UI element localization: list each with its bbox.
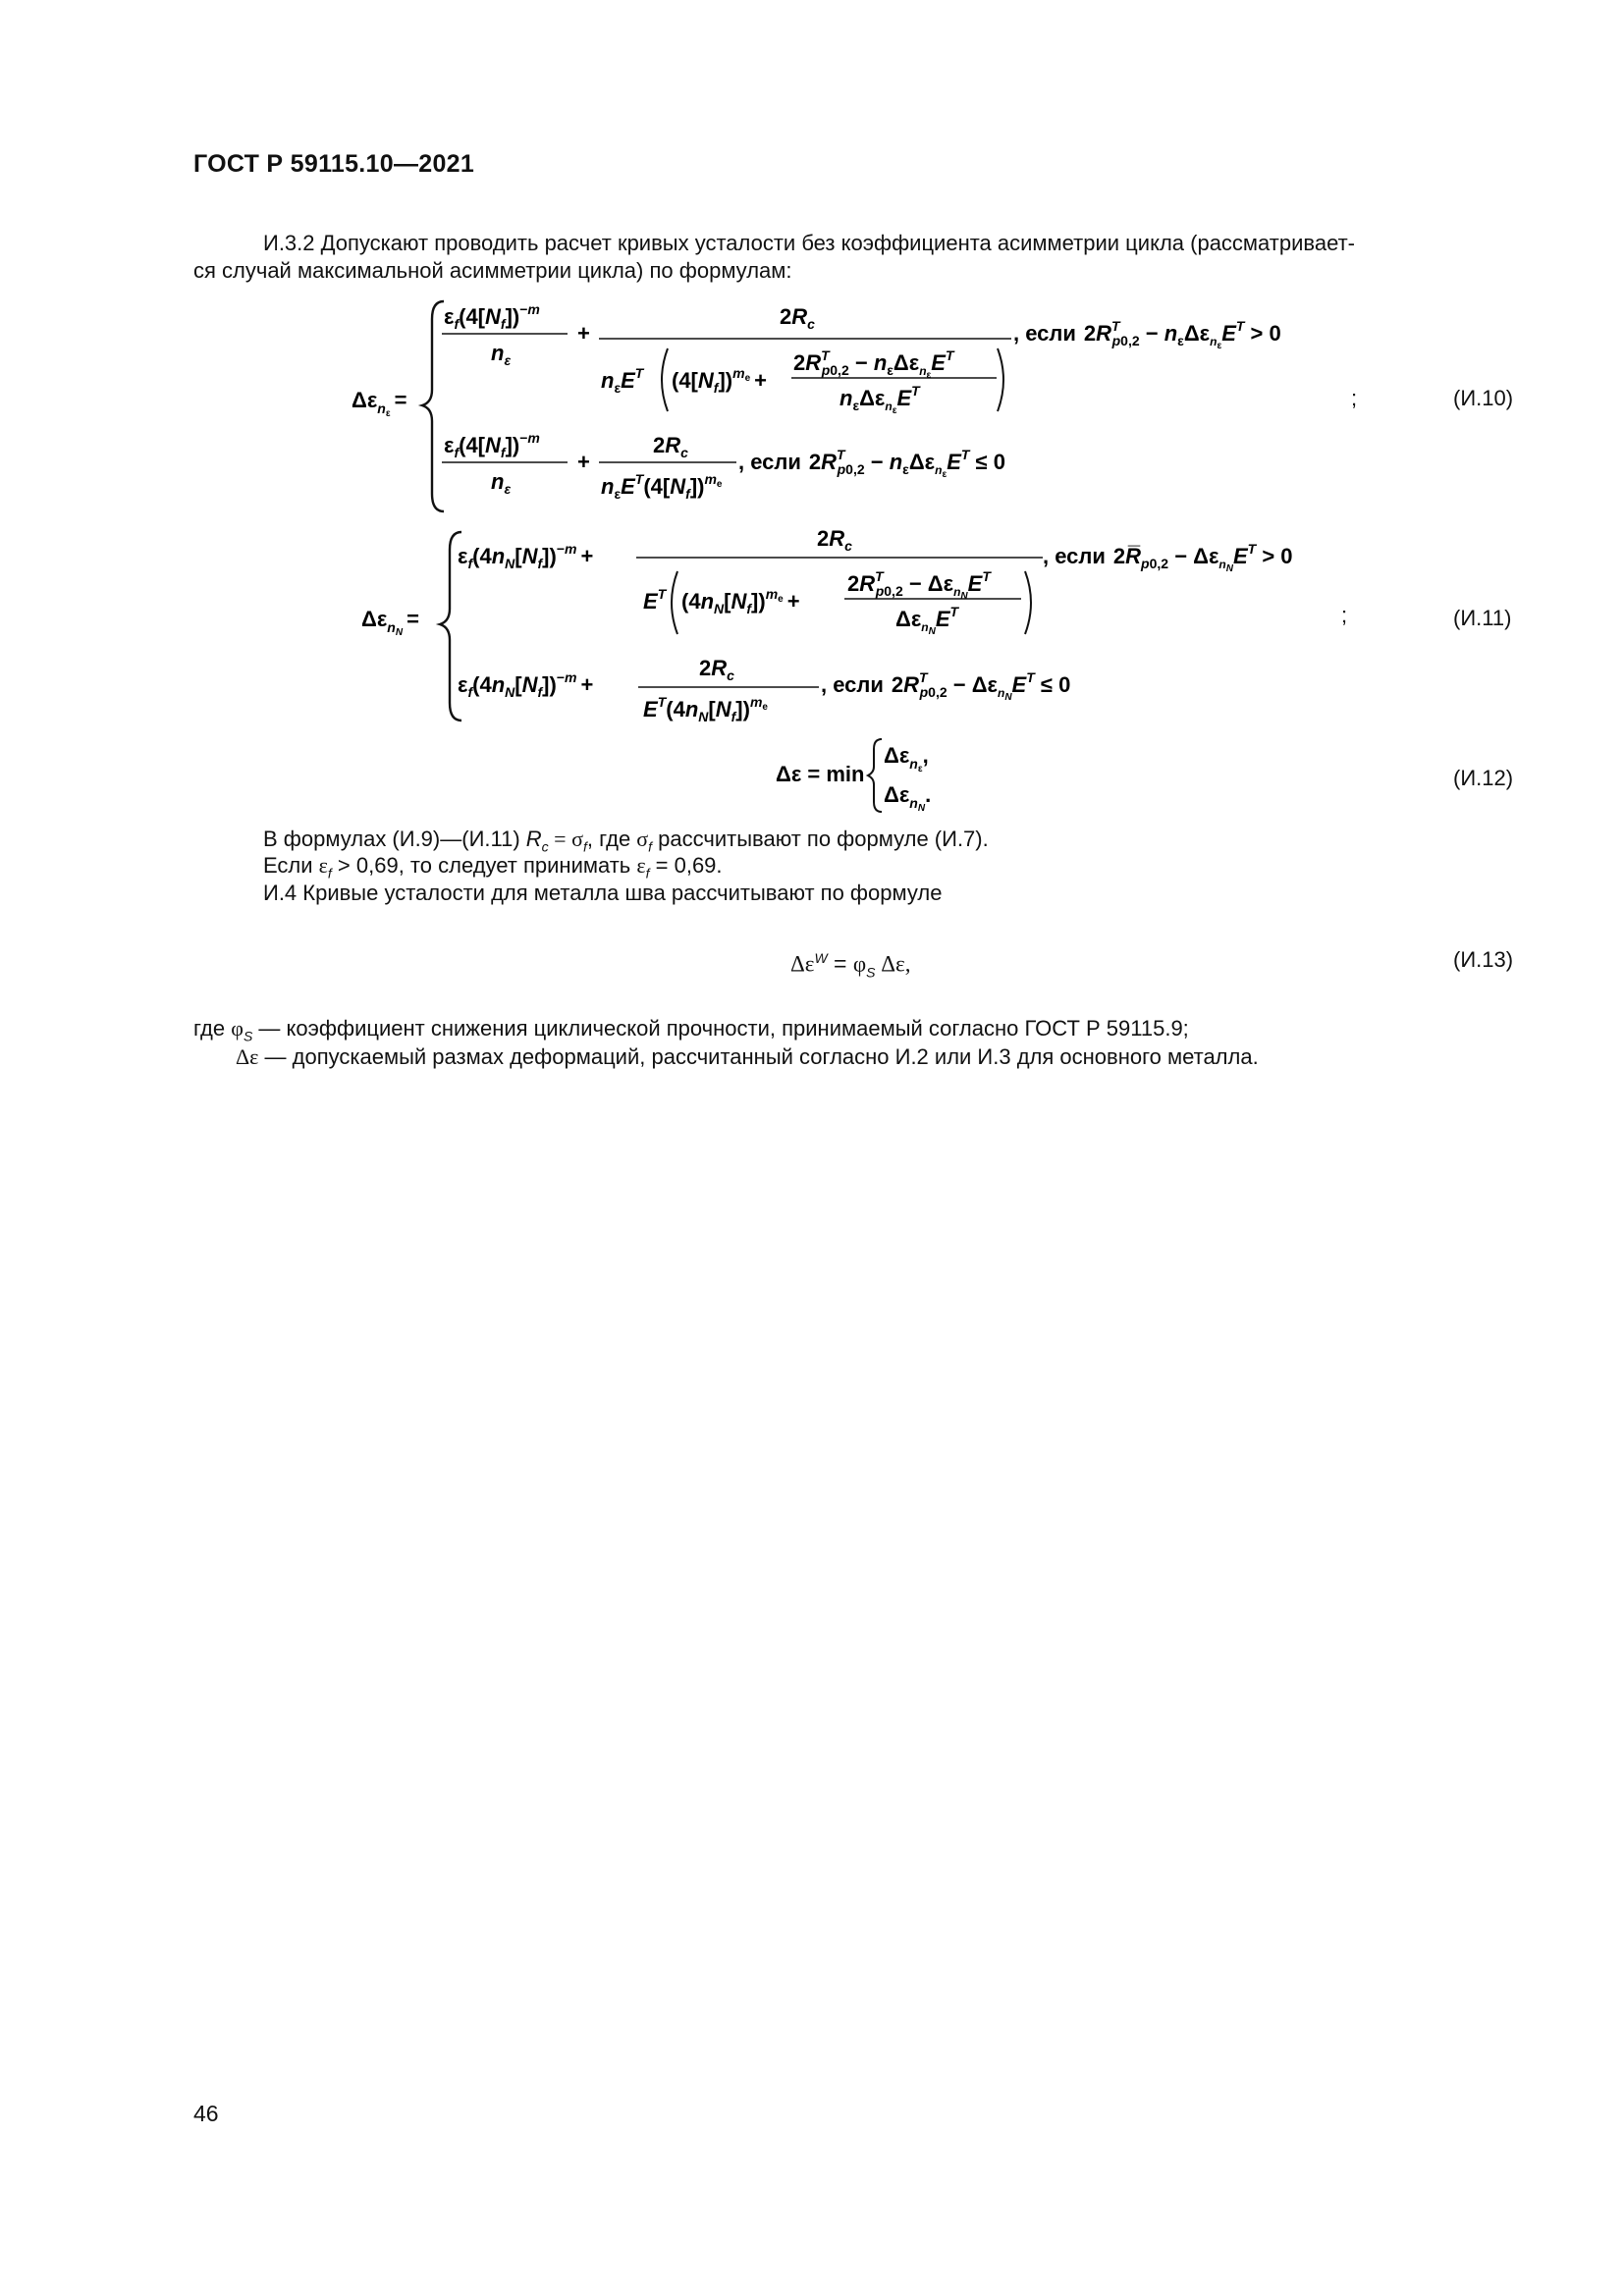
i10-cond1-label: , если xyxy=(1013,321,1076,346)
svg-text:(4[Nf])me+: $(4[N_f])^me$ + xyxy=(672,365,767,396)
i12-min-label: min xyxy=(826,762,865,786)
svg-text:nεET(4[Nf])me: $n_\varepsilon E^T(4[N_f])^me$ xyxy=(601,471,723,502)
equation-number-i10: (И.10) xyxy=(1453,386,1514,410)
svg-text:nε: $n_\varepsilon$ xyxy=(491,469,512,497)
svg-text:εf(4nN[Nf])−m+: $\varepsilon_f(4n_N[N_f])^-m$ + xyxy=(458,541,594,571)
svg-text:ΔεnN.: $\Delta\varepsilon_nN$. xyxy=(884,782,932,814)
definition-delta-epsilon: Δε — допускаемый размах деформаций, рассчитанный согласно И.2 или И.3 для основного металла. xyxy=(236,1044,1259,1069)
weld-metal-paragraph: И.4 Кривые усталости для металла шва рассчитывают по формуле xyxy=(263,881,943,905)
svg-text:nε: $n_\varepsilon$ xyxy=(491,341,512,368)
definition-phi: где $\varphi_S$ — коэффициент снижения циклической прочности, принимаемый согласно ГОСТ Р 59115.9; xyxy=(193,1016,1189,1044)
svg-text:2RTp0,2 − nεΔεnεET: $2R^T$ $p0,2 - n_\varepsilon\Delta\varepsilon_n\varepsilon E^T$ xyxy=(793,347,954,381)
svg-text:2RTp0,2 − ΔεnNET: $2R^T$ $p0,2 - \Delta\varepsilon_nNE^T$ xyxy=(847,568,991,602)
svg-text:2Rc: $2R_c$ xyxy=(817,526,852,554)
formula-i12 xyxy=(0,731,1624,820)
svg-text:Δεnε=: $\Delta\varepsilon_n\varepsilon=$ xyxy=(352,388,407,419)
svg-text:, если2RTp0,2 − ΔεnNET ≤ 0: , если $2R^T$ $p0,2 - \Delta\varepsilon_nNE^T \le 0$ xyxy=(821,669,1071,703)
svg-text:, если2RTp0,2 − nεΔεnεET > 0: , если $2R^T$ $p0,2 - n_\varepsilon\Delta\varepsilon_n\varepsilon E^T > 0$ xyxy=(1013,318,1281,351)
svg-text:εf(4[Nf])−m: $\varepsilon_f(4[N_f])^-m$ xyxy=(444,301,540,332)
i11-cond2-label: , если xyxy=(821,672,884,697)
i10-cond2-label: , если xyxy=(738,450,801,474)
svg-text:Δεnε,: $\Delta\varepsilon_n\varepsilon$, xyxy=(884,743,929,774)
document-header: ГОСТ Р 59115.10—2021 xyxy=(193,150,475,178)
svg-text:, если2R̅p0,2 − ΔεnNET > 0: , если $2R̅_p0,2 - \Delta\varepsilon_nNE^T > 0$ xyxy=(1043,541,1293,574)
svg-text:nεΔεnεET: $n_\varepsilon\Delta\varepsilon_n\varepsilon E^T$ xyxy=(839,383,920,416)
equation-number-i11: (И.11) xyxy=(1453,606,1512,630)
formula-reference-note: В формулах (И.9)—(И.11) $R_c = \sigma_f$, где $\sigma_f$ рассчитывают по формуле (И.7). xyxy=(263,827,989,855)
i11-cond1-label: , если xyxy=(1043,544,1106,568)
intro-line-1: И.3.2 Допускают проводить расчет кривых усталости без коэффициента асимметрии цикла (рассматривает- xyxy=(263,231,1355,255)
svg-text:+: + xyxy=(577,321,590,346)
svg-text:εf(4nN[Nf])−m+: $\varepsilon_f(4n_N[N_f])^-m$ + xyxy=(458,669,594,700)
page-number: 46 xyxy=(193,2101,219,2126)
svg-text:nεET: $n_\varepsilon E^T$ xyxy=(601,365,644,396)
svg-text:+: + xyxy=(577,450,590,474)
intro-line-2: ся случай максимальной асимметрии цикла) по формулам: xyxy=(193,258,792,283)
i10-semicolon: ; xyxy=(1351,386,1358,410)
svg-text:2Rc: $2R_c$ xyxy=(699,656,734,683)
i11-semicolon: ; xyxy=(1341,603,1348,627)
svg-text:(4nN[Nf])me+: $(4n_N[N_f])^me$ + xyxy=(681,586,800,616)
svg-text:ET: $E^T$ xyxy=(643,586,667,614)
svg-text:ΔεnNET: $\Delta\varepsilon_nNE^T$ xyxy=(895,604,959,637)
formula-i11 xyxy=(0,520,1624,736)
svg-text:εf(4[Nf])−m: $\varepsilon_f(4[N_f])^-m$ xyxy=(444,430,540,460)
svg-text:ET(4nN[Nf])me: $E^T(4n_N[N_f])^me$ xyxy=(643,694,768,724)
formula-i10 xyxy=(0,290,1624,525)
equation-number-i13: (И.13) xyxy=(1453,947,1514,972)
svg-text:Δε = min: Δε = min xyxy=(776,762,865,786)
limit-note: Если $\varepsilon_f > 0,69$, то следует принимать $\varepsilon_f = 0,69$. xyxy=(263,853,723,881)
formula-i13: $\Delta\varepsilon^W = \varphi_S$ Δε, xyxy=(790,950,911,981)
svg-text:ΔεnN=: $\Delta\varepsilon_nN=$ xyxy=(361,607,419,638)
svg-text:2Rc: $2R_c$ xyxy=(653,433,688,460)
equation-number-i12: (И.12) xyxy=(1453,766,1514,790)
svg-text:2Rc: $2R_c$ xyxy=(780,304,815,332)
svg-text:, если2RTp0,2 − nεΔεnεET ≤ 0: , если $2R^T$ $p0,2 - n_\varepsilon\Delta\varepsilon_n\varepsilon E^T \le 0$ xyxy=(738,447,1005,480)
